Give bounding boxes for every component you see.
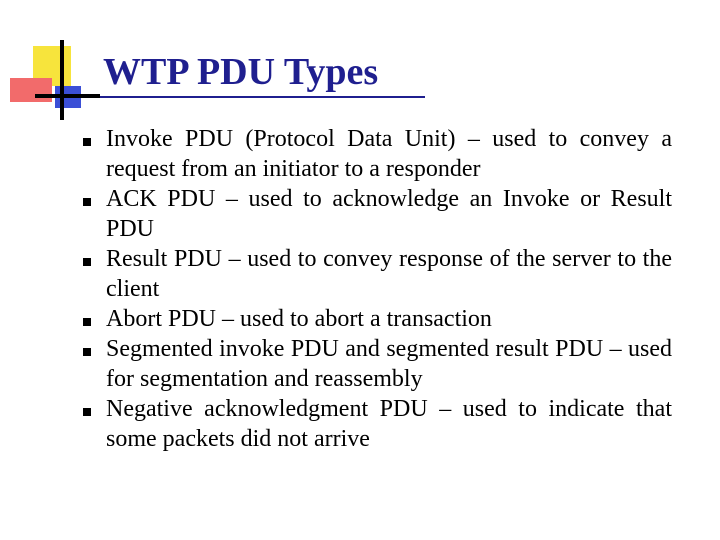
logo-vertical-line	[60, 40, 64, 120]
title-underline	[100, 96, 425, 98]
bullet-item	[80, 304, 672, 334]
bullet-text: Negative acknowledgment PDU – used to indicate that some packets did not arrive	[106, 396, 672, 452]
logo-horizontal-line	[35, 94, 100, 98]
bullet-item	[80, 184, 672, 244]
bullet-square-icon	[80, 244, 106, 274]
bullet-text: Abort PDU – used to abort a transaction	[106, 306, 492, 332]
bullet-square-icon	[80, 334, 106, 364]
bullet-text: Invoke PDU (Protocol Data Unit) – used to convey a request from an initiator to a responder	[106, 126, 672, 182]
bullet-item	[80, 244, 672, 304]
bullet-text: Result PDU – used to convey response of the server to the client	[106, 246, 672, 302]
title-container	[103, 50, 378, 94]
bullet-list	[80, 124, 672, 454]
bullet-item	[80, 394, 672, 454]
bullet-square-icon	[80, 184, 106, 214]
slide-title: WTP PDU Types	[103, 51, 379, 93]
logo-red-bar	[10, 78, 52, 102]
bullet-item	[80, 124, 672, 184]
bullet-item	[80, 334, 672, 394]
bullet-text: Segmented invoke PDU and segmented result PDU – used for segmentation and reassembly	[106, 336, 672, 392]
bullet-square-icon	[80, 124, 106, 154]
bullet-text: ACK PDU – used to acknowledge an Invoke or Result PDU	[106, 186, 672, 242]
bullet-square-icon	[80, 394, 106, 424]
slide-logo-decoration	[0, 0, 100, 120]
bullet-square-icon	[80, 304, 106, 334]
